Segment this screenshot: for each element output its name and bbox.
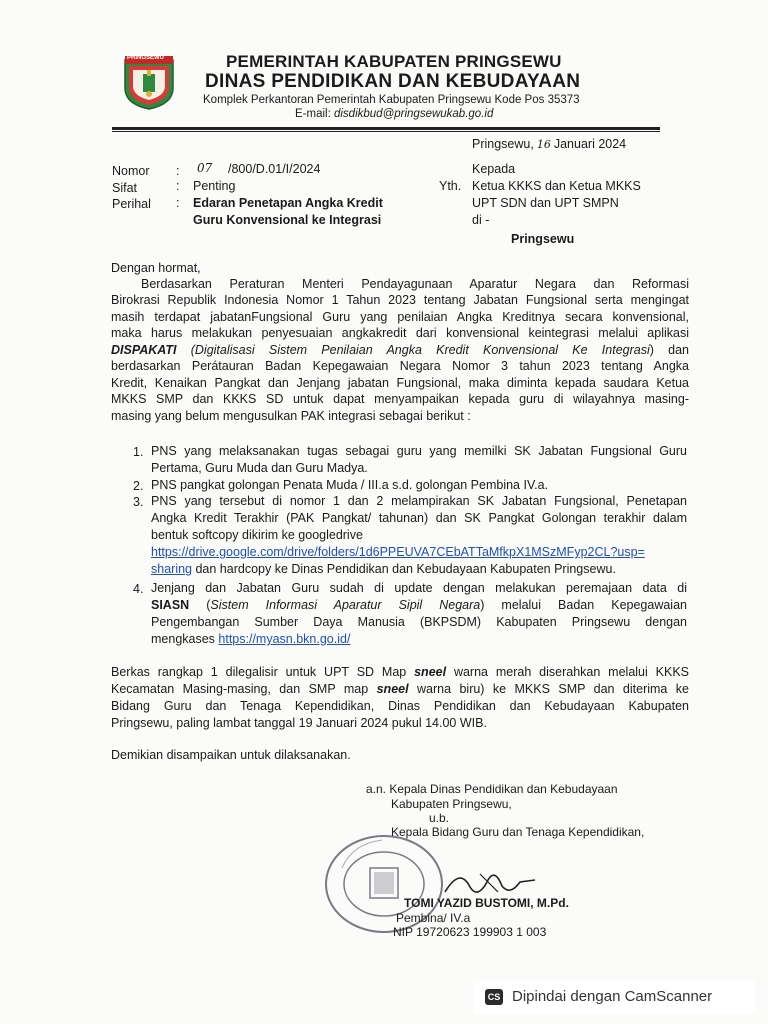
para1-line-8: MKKS SMP dan KKKS SD untuk dapat menyampaikan kepada guru di wilayahnya masing-	[111, 392, 689, 406]
recipient-line-1: Ketua KKKS dan Ketua MKKS	[472, 179, 641, 193]
salutation: Dengan hormat,	[111, 261, 201, 275]
list-item-4-access: mengkases	[151, 632, 219, 646]
nomor-label: Nomor	[112, 164, 150, 178]
signature-line-1: a.n. Kepala Dinas Pendidikan dan Kebudayaan	[366, 782, 618, 796]
header-address: Komplek Perkantoran Pemerintah Kabupaten Pringsewu Kode Pos 35373	[203, 94, 580, 106]
para1-line-7: Kredit, Kenaikan Pangkat dan Jenjang jabatan Fungsional, maka diminta kepada saudara Ketua	[111, 376, 689, 390]
list-item-1-line-2: Pertama, Guru Muda dan Guru Madya.	[151, 461, 368, 475]
para2-l2-sneel: sneel	[376, 682, 409, 696]
sifat-label: Sifat	[112, 181, 138, 195]
list-number-4: 4.	[133, 582, 144, 596]
para2-l1-c: warna merah diserahkan melalui KKKS	[446, 665, 689, 679]
perihal-line-1: Edaran Penetapan Angka Kredit	[193, 196, 383, 210]
para2-line-3: Bidang Guru dan Tenaga Kependidikan, Dinas Pendidikan dan Kebudayaan Kabupaten	[111, 699, 689, 713]
header-rule-thin	[112, 131, 660, 132]
para2-l1-sneel: sneel	[414, 665, 447, 679]
myasn-link[interactable]: https://myasn.bkn.go.id/	[218, 632, 351, 646]
list-item-4-line-2	[151, 597, 687, 614]
list-item-3-line-3: bentuk softcopy dikirim ke googledrive	[151, 528, 363, 542]
email-value: disdikbud@pringsewukab.go.id	[333, 108, 494, 120]
list-number-3: 3.	[133, 495, 144, 509]
para1-line-5-rest: ) dan	[649, 343, 689, 357]
perihal-colon: :	[176, 196, 180, 210]
para1-line-9: masing yang belum mengusulkan PAK integrasi sebagai berikut :	[111, 409, 471, 423]
signature-line-2: Kabupaten Pringsewu,	[391, 797, 512, 811]
date-place: Pringsewu,	[472, 137, 534, 151]
camscanner-text: Dipindai dengan CamScanner	[512, 988, 713, 1005]
nomor-value: /800/D.01/I/2024	[228, 162, 321, 176]
signature-line-3: u.b.	[429, 811, 450, 825]
recipient-line-2: UPT SDN dan UPT SMPN	[472, 196, 619, 210]
date-handwritten-day: 16	[536, 138, 551, 151]
header-government-name: PEMERINTAH KABUPATEN PRINGSEWU	[226, 52, 562, 71]
list-item-3-hardcopy: dan hardcopy ke Dinas Pendidikan dan Kebudayaan Kabupaten Pringsewu.	[192, 562, 616, 576]
perihal-label: Perihal	[112, 197, 151, 211]
logo-text: PRINGSEWU	[127, 55, 165, 61]
camscanner-watermark	[473, 980, 755, 1014]
siasn-expansion: Sistem Informasi Aparatur Sipil Negara	[210, 598, 481, 612]
para2-line-4: Pringsewu, paling lambat tanggal 19 Januari 2024 pukul 14.00 WIB.	[111, 716, 487, 730]
recipient-kepada: Kepada	[472, 162, 516, 176]
gdrive-link[interactable]: https://drive.google.com/drive/folders/1d6PPEUVA7CEbATTaMfkpX1MSzMFyp2CL?usp=	[151, 545, 645, 559]
recipient-di: di -	[472, 213, 490, 227]
camscanner-icon: CS	[485, 989, 503, 1005]
gdrive-link-continued[interactable]: sharing	[151, 562, 192, 576]
pringsewu-logo-icon	[121, 54, 177, 110]
sifat-value: Penting	[193, 179, 236, 193]
recipient-place: Pringsewu	[511, 232, 575, 246]
header-email	[295, 108, 493, 120]
dispakati-term: DISPAKATI	[111, 343, 177, 357]
dispakati-expansion: (Digitalisasi Sistem Penilaian Angka Kredit Konvensional Ke Integrasi	[176, 343, 650, 357]
list-item-4-line-4	[151, 631, 687, 648]
nomor-colon: :	[176, 164, 180, 178]
closing-line: Demikian disampaikan untuk dilaksanakan.	[111, 748, 351, 762]
para1-line-5	[111, 342, 689, 359]
para1-line-4: maka harus melakukan penyesuaian angkakredit dari konvensional keintegrasi melalui aplikasi	[111, 326, 689, 340]
gdrive-link-line	[151, 544, 687, 561]
list-number-1: 1.	[133, 445, 144, 459]
list-number-2: 2.	[133, 479, 144, 493]
list-item-1-line-1: PNS yang melaksanakan tugas sebagai guru yang memilki SK Jabatan Fungsional Guru	[151, 444, 687, 458]
recipient-yth: Yth.	[439, 179, 462, 193]
header-office-name: DINAS PENDIDIKAN DAN KEBUDAYAAN	[205, 71, 581, 92]
list-item-4-line-3: Pengembangan Sumber Daya Manusia (BKPSDM) Kabupaten Pringsewu dengan	[151, 615, 687, 629]
list-item-3-line-2: Angka Kredit Terakhir (PAK Pangkat/ tahunan) dan SK Pangkat Golongan terakhir dalam	[151, 511, 687, 525]
para1-line-1: Berdasarkan Peraturan Menteri Pendayagunaan Aparatur Negara dan Reformasi	[141, 277, 689, 291]
para1-line-2: Birokrasi Republik Indonesia Nomor 1 Tahun 2023 tentang Jabatan Fungsional serta mengingat	[111, 293, 689, 307]
signature-line-4: Kepala Bidang Guru dan Tenaga Kependidikan,	[391, 825, 645, 839]
para2-l1-a: Berkas rangkap 1 dilegalisir untuk UPT SD Map	[111, 665, 415, 679]
siasn-term: SIASN	[151, 598, 190, 612]
para1-line-3: masih terdapat jabatanFungsional Guru yang penilaian Angka Kreditnya secara konvensional,	[111, 310, 689, 324]
list-item-3-line-5	[151, 561, 687, 578]
list-item-3-line-1: PNS yang tersebut di nomor 1 dan 2 melampirakan SK Jabatan Fungsional, Penetapan	[151, 494, 687, 508]
nomor-handwritten: 07	[197, 161, 213, 175]
letter-date	[472, 137, 626, 151]
signatory-nip: NIP 19720623 199903 1 003	[393, 925, 547, 939]
header-rule-thick	[112, 127, 660, 130]
date-month-year: Januari 2024	[553, 137, 627, 151]
para2-line-2	[111, 681, 689, 698]
sifat-colon: :	[176, 179, 180, 193]
para1-line-6: berdasarkan Perátauran Badan Kepegawaian Negara Nomor 3 tahun 2023 tentang Angka	[111, 359, 689, 373]
list-item-4-line-2-rest: ) melalui Badan Kepegawaian	[480, 598, 687, 612]
para2-line-1	[111, 664, 689, 681]
signatory-name: TOMI YAZID BUSTOMI, M.Pd.	[404, 896, 569, 910]
email-label: E-mail:	[295, 108, 334, 120]
list-item-4-line-1: Jenjang dan Jabatan Guru sudah di update dengan melakukan peremajaan data di	[151, 581, 687, 595]
siasn-open-paren: (	[189, 598, 211, 612]
signatory-rank: Pembina/ IV.a	[396, 911, 471, 925]
perihal-line-2: Guru Konvensional ke Integrasi	[193, 213, 382, 227]
para2-l2-a: Kecamatan Masing-masing, dan SMP map	[111, 682, 377, 696]
para2-l2-c: warna biru) ke MKKS SMP dan diterima ke	[408, 682, 690, 696]
list-item-2: PNS pangkat golongan Penata Muda / III.a s.d. golongan Pembina IV.a.	[151, 478, 549, 492]
